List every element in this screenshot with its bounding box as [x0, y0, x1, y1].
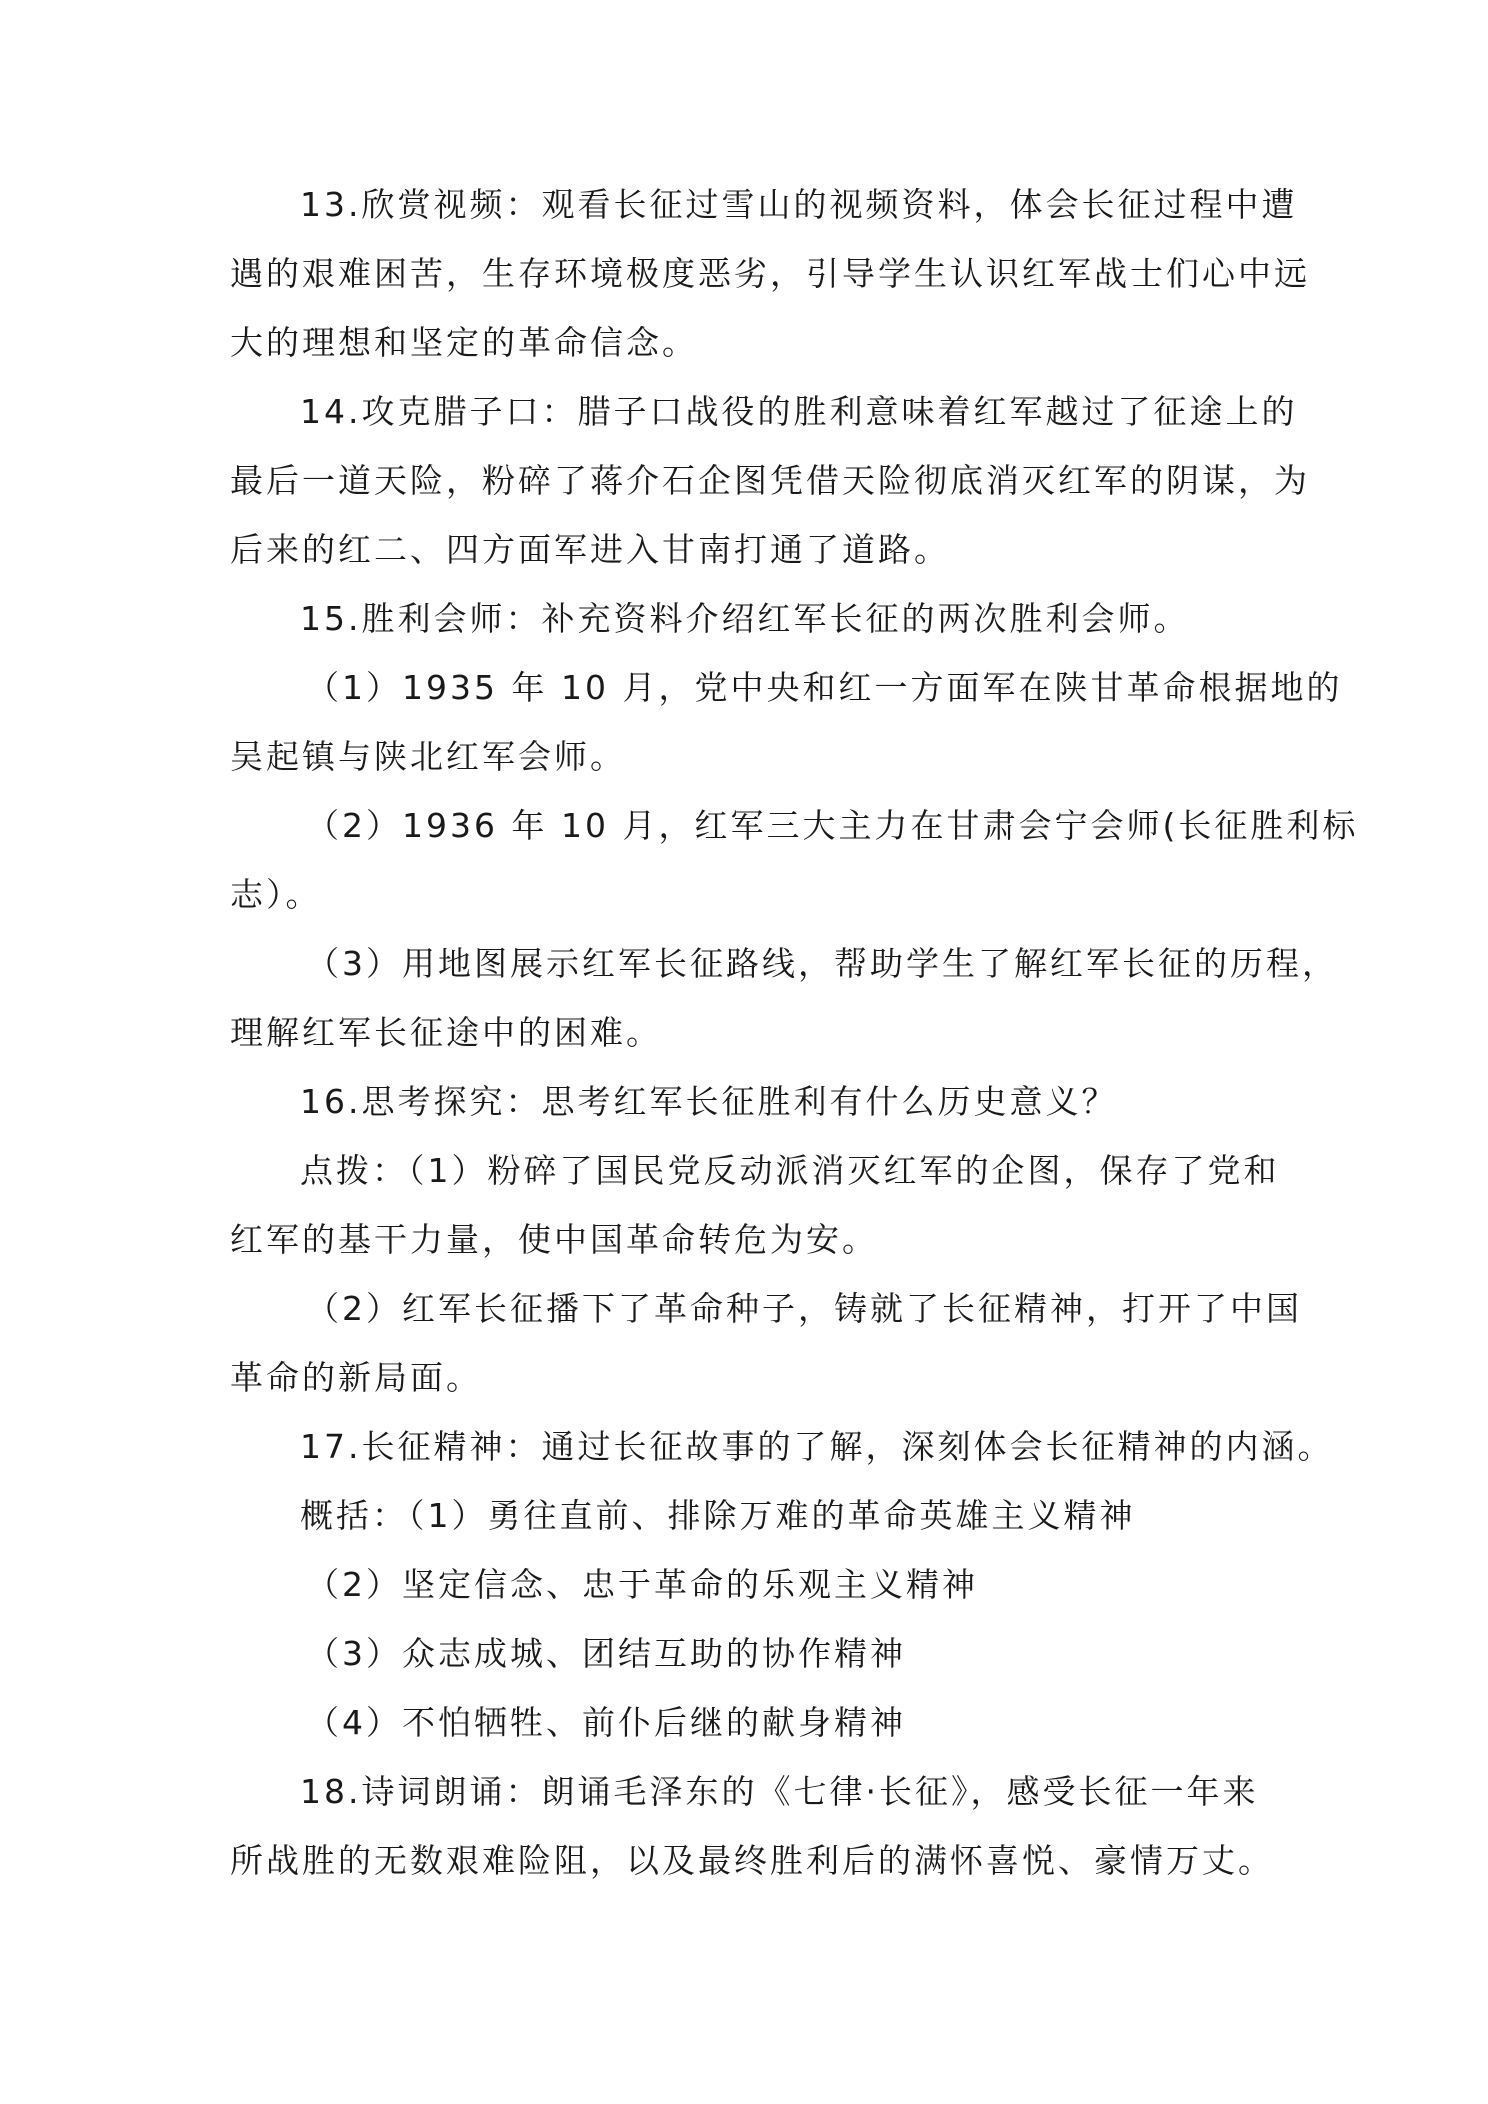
- paragraph-14-line-3: 后来的红二、四方面军进入甘南打通了道路。: [230, 530, 950, 569]
- paragraph-14-line-2: 最后一道天险，粉碎了蒋介石企图凭借天险彻底消灭红军的阴谋，为: [230, 461, 1310, 500]
- paragraph-15-item-3-line-1: （3）用地图展示红军长征路线，帮助学生了解红军长征的历程，: [306, 944, 1338, 983]
- paragraph-16-line-1: 16.思考探究：思考红军长征胜利有什么历史意义？: [300, 1082, 1118, 1121]
- paragraph-15-item-3-line-2: 理解红军长征途中的困难。: [230, 1013, 662, 1052]
- paragraph-18-line-1: 18.诗词朗诵：朗诵毛泽东的《七律·长征》，感受长征一年来: [300, 1772, 1259, 1811]
- paragraph-18-line-2: 所战胜的无数艰难险阻，以及最终胜利后的满怀喜悦、豪情万丈。: [230, 1841, 1274, 1880]
- paragraph-15-item-1-line-1: （1）1935 年 10 月，党中央和红一方面军在陕甘革命根据地的: [306, 668, 1343, 707]
- paragraph-14-line-1: 14.攻克腊子口：腊子口战役的胜利意味着红军越过了征途上的: [300, 392, 1298, 431]
- paragraph-13-line-2: 遇的艰难困苦，生存环境极度恶劣，引导学生认识红军战士们心中远: [230, 254, 1310, 293]
- paragraph-15-item-1-line-2: 吴起镇与陕北红军会师。: [230, 737, 626, 776]
- paragraph-17-line-1: 17.长征精神：通过长征故事的了解，深刻体会长征精神的内涵。: [300, 1427, 1334, 1466]
- paragraph-16-item-2-line-1: （2）红军长征播下了革命种子，铸就了长征精神，打开了中国: [306, 1289, 1302, 1328]
- paragraph-16-hint-line-1: 点拨：（1）粉碎了国民党反动派消灭红军的企图，保存了党和: [300, 1151, 1280, 1190]
- paragraph-15-item-2-line-2: 志）。: [230, 875, 322, 914]
- paragraph-16-hint-line-2: 红军的基干力量，使中国革命转危为安。: [230, 1220, 878, 1259]
- paragraph-13-line-3: 大的理想和坚定的革命信念。: [230, 323, 698, 362]
- paragraph-17-summary-line-1: 概括：（1）勇往直前、排除万难的革命英雄主义精神: [300, 1496, 1136, 1535]
- paragraph-15-item-2-line-1: （2）1936 年 10 月，红军三大主力在甘肃会宁会师(长征胜利标: [306, 806, 1359, 845]
- paragraph-17-summary-item-2: （2）坚定信念、忠于革命的乐观主义精神: [306, 1565, 978, 1604]
- paragraph-17-summary-item-3: （3）众志成城、团结互助的协作精神: [306, 1634, 906, 1673]
- paragraph-15-line-1: 15.胜利会师：补充资料介绍红军长征的两次胜利会师。: [300, 599, 1190, 638]
- paragraph-17-summary-item-4: （4）不怕牺牲、前仆后继的献身精神: [306, 1703, 906, 1742]
- paragraph-16-item-2-line-2: 革命的新局面。: [230, 1358, 482, 1397]
- paragraph-13-line-1: 13.欣赏视频：观看长征过雪山的视频资料，体会长征过程中遭: [300, 185, 1298, 224]
